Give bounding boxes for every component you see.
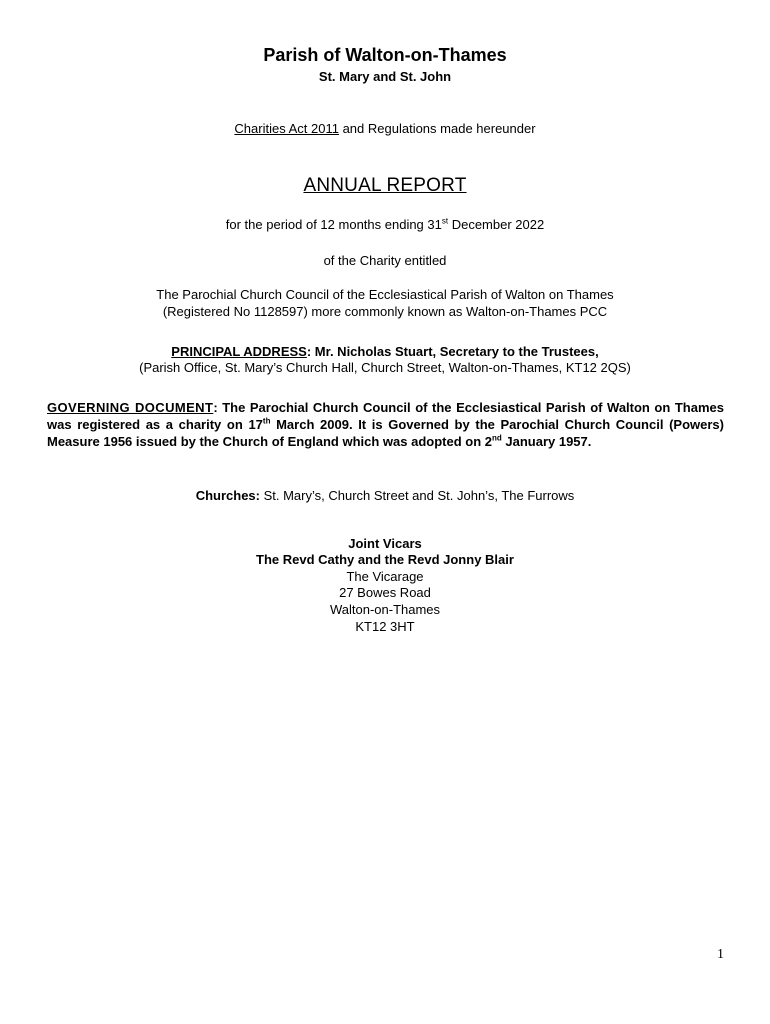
churches-line [0, 488, 770, 503]
annual-report-heading: ANNUAL REPORT [303, 175, 467, 196]
principal-address-detail: (Parish Office, St. Mary’s Church Hall, Church Street, Walton-on-Thames, KT12 2QS) [139, 360, 631, 375]
page-number: 1 [717, 947, 724, 962]
churches-value: St. Mary’s, Church Street and St. John’s, The Furrows [259, 488, 575, 503]
governing-sup-a: th [262, 416, 271, 426]
principal-address-label: PRINCIPAL ADDRESS [171, 344, 307, 359]
governing-sup-b: nd [491, 433, 502, 443]
governing-text-a: : The Parochial Church Council of the Ecclesiastical Parish of Walton on Thames was registered as a charity on 17 [47, 400, 724, 432]
period-suffix: December 2022 [448, 217, 545, 232]
charities-act-suffix: and Regulations made hereunder [338, 121, 536, 136]
principal-address-line [0, 344, 770, 359]
joint-vicars-heading: Joint Vicars [348, 536, 422, 551]
vicarage-address-line: KT12 3HT [355, 619, 415, 634]
document-title: Parish of Walton-on-Thames [263, 45, 507, 65]
report-period [0, 217, 770, 232]
charities-act-line [0, 121, 770, 136]
pcc-name-line-2: (Registered No 1128597) more commonly known as Walton-on-Thames PCC [162, 304, 608, 319]
charities-act-name: Charities Act 2011 [234, 121, 339, 136]
document-subtitle: St. Mary and St. John [318, 69, 452, 84]
vicarage-address-line: Walton-on-Thames [329, 602, 441, 617]
charity-entitled-line: of the Charity entitled [323, 253, 447, 268]
governing-text-c: January 1957. [501, 434, 592, 449]
governing-document-label: GOVERNING DOCUMENT [47, 400, 214, 415]
principal-address-value: : Mr. Nicholas Stuart, Secretary to the Trustees, [306, 344, 599, 359]
vicarage-address-line: 27 Bowes Road [339, 585, 431, 600]
period-prefix: for the period of 12 months ending 31 [225, 217, 442, 232]
governing-document-paragraph [47, 399, 724, 450]
governing-text-b: March 2009. It is Governed by the Parochial Church Council (Powers) Measure 1956 issued by the Church of England which was adopted on 2 [47, 417, 724, 449]
joint-vicars-names: The Revd Cathy and the Revd Jonny Blair [256, 552, 514, 567]
churches-label: Churches: [195, 488, 260, 503]
pcc-name-line-1: The Parochial Church Council of the Ecclesiastical Parish of Walton on Thames [156, 287, 614, 302]
period-sup: st [441, 216, 449, 226]
vicarage-address-line: The Vicarage [346, 569, 424, 584]
